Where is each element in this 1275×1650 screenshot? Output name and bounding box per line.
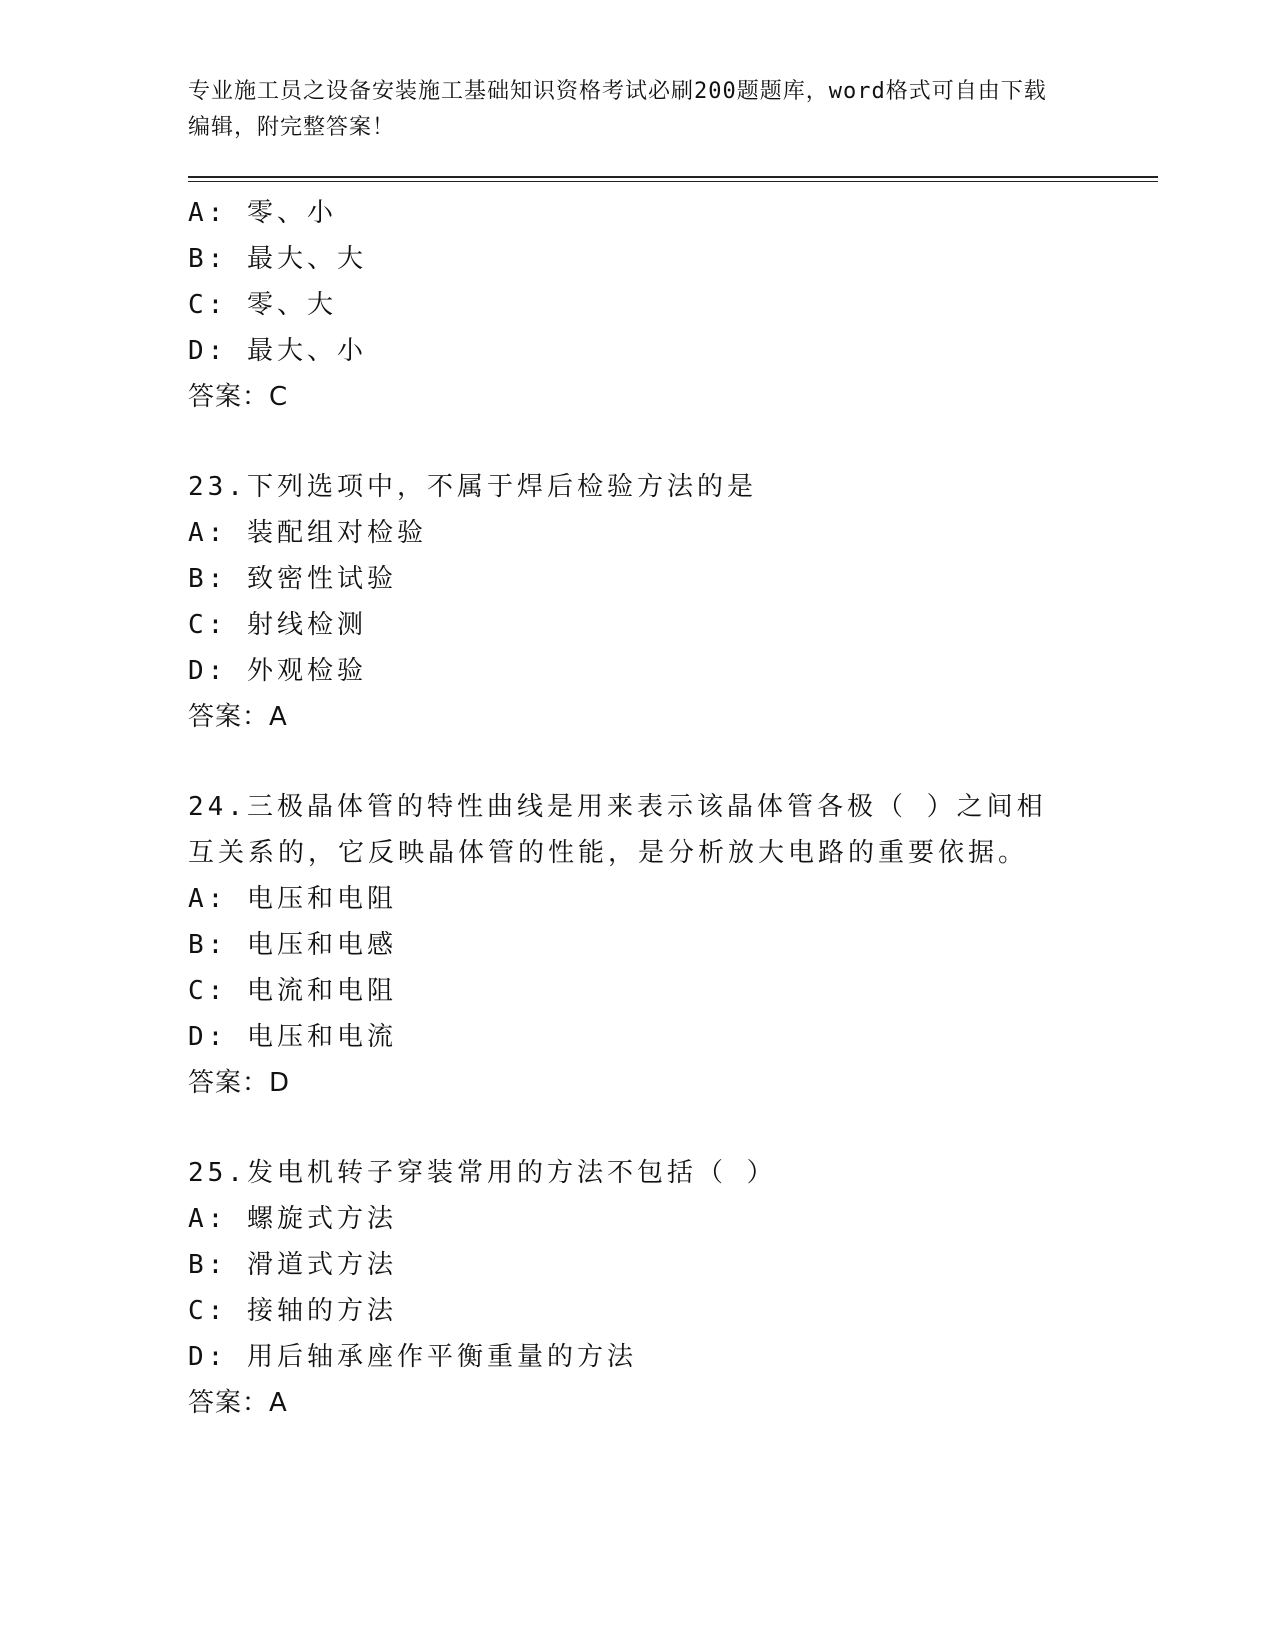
question-22-block xyxy=(188,190,1068,420)
question-23-block xyxy=(188,464,1068,740)
document-header: 专业施工员之设备安装施工基础知识资格考试必刷200题题库，word格式可自由下载编辑，附完整答案！ xyxy=(188,79,1047,140)
spacer xyxy=(188,1106,1068,1150)
option-d: D: 最大、小 xyxy=(188,336,367,366)
option-a: A: 零、小 xyxy=(188,198,337,228)
question-25-block xyxy=(188,1150,1068,1426)
answer-line: 答案：A xyxy=(188,702,288,732)
answer-line: 答案：D xyxy=(188,1068,291,1098)
option-d: D: 用后轴承座作平衡重量的方法 xyxy=(188,1342,637,1372)
option-c: C: 射线检测 xyxy=(188,610,367,640)
option-d: D: 外观检验 xyxy=(188,656,367,686)
question-stem: 24.三极晶体管的特性曲线是用来表示该晶体管各极（ ）之间相互关系的，它反映晶体管的性能，是分析放大电路的重要依据。 xyxy=(188,792,1047,868)
question-24-block xyxy=(188,784,1068,1106)
header-rule-thin xyxy=(188,181,1158,182)
option-c: C: 零、大 xyxy=(188,290,337,320)
header-rule-thick xyxy=(188,176,1158,178)
answer-line: 答案：C xyxy=(188,382,289,412)
option-c: C: 电流和电阻 xyxy=(188,976,397,1006)
spacer xyxy=(188,740,1068,784)
option-d: D: 电压和电流 xyxy=(188,1022,397,1052)
option-a: A: 电压和电阻 xyxy=(188,884,397,914)
option-b: B: 最大、大 xyxy=(188,244,367,274)
question-stem: 25.发电机转子穿装常用的方法不包括（ ） xyxy=(188,1158,777,1188)
option-b: B: 致密性试验 xyxy=(188,564,397,594)
spacer xyxy=(188,420,1068,464)
option-b: B: 电压和电感 xyxy=(188,930,397,960)
option-c: C: 接轴的方法 xyxy=(188,1296,397,1326)
option-b: B: 滑道式方法 xyxy=(188,1250,397,1280)
option-a: A: 装配组对检验 xyxy=(188,518,427,548)
question-stem: 23.下列选项中，不属于焊后检验方法的是 xyxy=(188,472,757,502)
answer-line: 答案：A xyxy=(188,1388,288,1418)
question-list xyxy=(188,190,1068,1426)
option-a: A: 螺旋式方法 xyxy=(188,1204,397,1234)
